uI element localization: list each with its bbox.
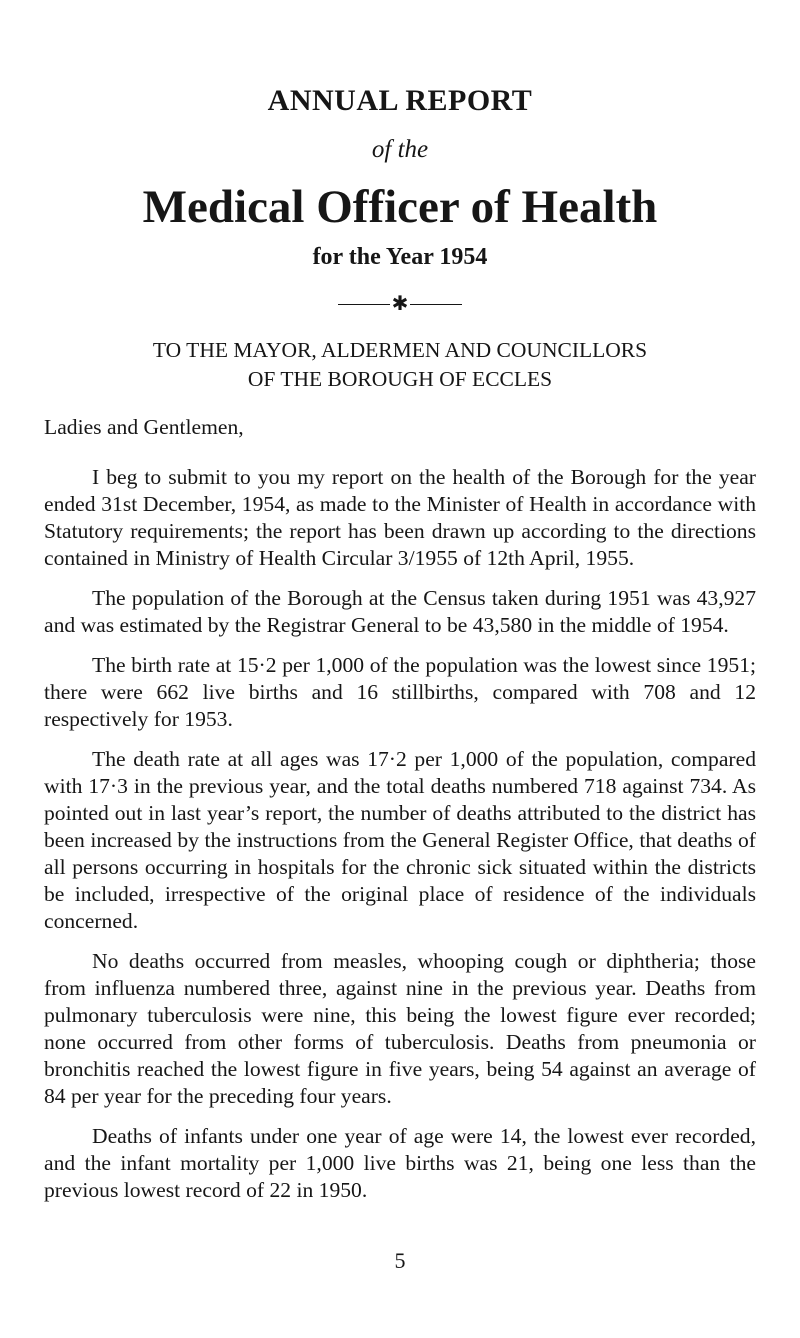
divider-line-right xyxy=(410,304,462,305)
address-line-2: OF THE BOROUGH OF ECCLES xyxy=(247,367,553,391)
divider-line-left xyxy=(338,304,390,305)
report-body xyxy=(44,464,756,1217)
paragraph-infant-mortality: Deaths of infants under one year of age were 14, the lowest ever recorded, and the infant mortality per 1,000 live births was 21, being one less than the previous lowest record of 22 in 1950. xyxy=(44,1124,756,1202)
salutation: Ladies and Gentlemen, xyxy=(44,415,244,439)
address-block xyxy=(0,336,800,394)
report-year-line: for the Year 1954 xyxy=(312,244,488,270)
report-subtitle: of the xyxy=(371,136,429,163)
paragraph-infectious-deaths: No deaths occurred from measles, whooping cough or diphtheria; those from influenza numbered three, against nine in the previous year. Deaths from pulmonary tuberculosis were nine, this being the lowest figure ever recorded; none occurred from other forms of tuberculosis. Deaths from pneumonia or bronchitis reached the lowest figure in five years, being 54 against an average of 84 per year for the preceding four years. xyxy=(44,949,756,1108)
page-number: 5 xyxy=(394,1248,406,1273)
paragraph-population: The population of the Borough at the Census taken during 1951 was 43,927 and was estimated by the Registrar General to be 43,580 in the middle of 1954. xyxy=(44,586,756,637)
report-title: ANNUAL REPORT xyxy=(267,84,533,117)
section-divider xyxy=(338,293,462,317)
paragraph-death-rate: The death rate at all ages was 17·2 per 1,000 of the population, compared with 17·3 in the previous year, and the total deaths numbered 718 against 734. As pointed out in last year’s report, the number of deaths attributed to the district has been increased by the instructions from the General Register Office, that deaths of all persons occurring in hospitals for the chronic sick situated within the districts be included, irrespective of the original place of residence of the individuals concerned. xyxy=(44,747,756,933)
paragraph-birth-rate: The birth rate at 15·2 per 1,000 of the population was the lowest since 1951; there were 662 live births and 16 stillbirths, compared with 708 and 12 respectively for 1953. xyxy=(44,653,756,731)
address-line-1: TO THE MAYOR, ALDERMEN AND COUNCILLORS xyxy=(152,338,648,362)
report-heading: Medical Officer of Health xyxy=(142,181,658,233)
paragraph-submission: I beg to submit to you my report on the health of the Borough for the year ended 31st December, 1954, as made to the Minister of Health in accordance with Statutory requirements; the report has been drawn up according to the directions contained in Ministry of Health Circular 3/1955 of 12th April, 1955. xyxy=(44,465,756,570)
asterisk-icon: ✱ xyxy=(391,293,409,315)
